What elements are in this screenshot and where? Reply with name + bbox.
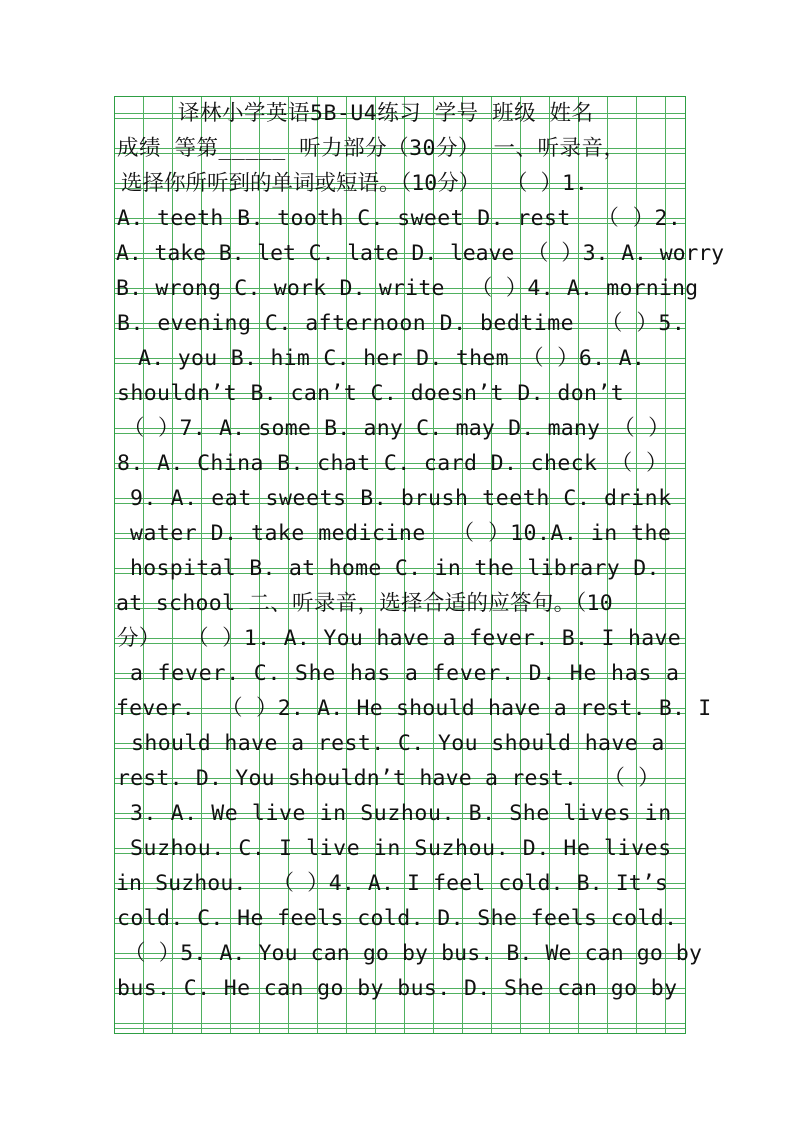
- text-line: 8. A. China B. chat C. card D. check （ ）: [117, 451, 668, 476]
- title-line: 译林小学英语5B-U4练习 学号 班级 姓名: [178, 101, 594, 126]
- text-line: cold. C. He feels cold. D. She feels cold.: [117, 906, 678, 931]
- text-line: （ ）7. A. some B. any C. may D. many （ ）: [123, 416, 670, 441]
- text-line: 3. A. We live in Suzhou. B. She lives in: [130, 801, 672, 826]
- text-line: should have a rest. C. You should have a: [131, 731, 665, 756]
- text-line: fever. （ ）2. A. He should have a rest. B. I: [116, 696, 712, 721]
- text-line: B. evening C. afternoon D. bedtime （ ）5.: [117, 311, 686, 336]
- text-line: hospital B. at home C. in the library D.: [130, 556, 660, 581]
- text-line: A. teeth B. tooth C. sweet D. rest （ ）2.: [117, 206, 682, 231]
- text-line: water D. take medicine （ ）10.A. in the: [130, 521, 672, 546]
- text-line: at school 二、听录音，选择合适的应答句。（10: [116, 591, 613, 616]
- text-line: 选择你所听到的单词或短语。（10分） （ ）1.: [121, 171, 588, 196]
- text-line: in Suzhou. （ ）4. A. I feel cold. B. It’s: [116, 871, 668, 896]
- text-line: （ ）5. A. You can go by bus. B. We can go by: [124, 941, 703, 966]
- text-line: a fever. C. She has a fever. D. He has a: [130, 661, 680, 686]
- text-line: 9. A. eat sweets B. brush teeth C. drink: [130, 486, 672, 511]
- text-line: 成绩 等第_____ 听力部分（30分） 一、听录音，: [117, 136, 626, 161]
- text-line: rest. D. You shouldn’t have a rest. （ ）: [117, 766, 660, 791]
- text-line: 分） （ ）1. A. You have a fever. B. I have: [117, 626, 681, 651]
- text-line: shouldn’t B. can’t C. doesn’t D. don’t: [117, 381, 625, 406]
- text-line: A. you B. him C. her D. them （ ）6. A.: [138, 346, 646, 371]
- text-line: B. wrong C. work D. write （ ）4. A. morning: [116, 276, 699, 301]
- text-line: Suzhou. C. I live in Suzhou. D. He lives: [130, 836, 672, 861]
- text-line: bus. C. He can go by bus. D. She can go by: [117, 976, 678, 1001]
- text-line: A. take B. let C. late D. leave （ ）3. A. worry: [116, 241, 724, 266]
